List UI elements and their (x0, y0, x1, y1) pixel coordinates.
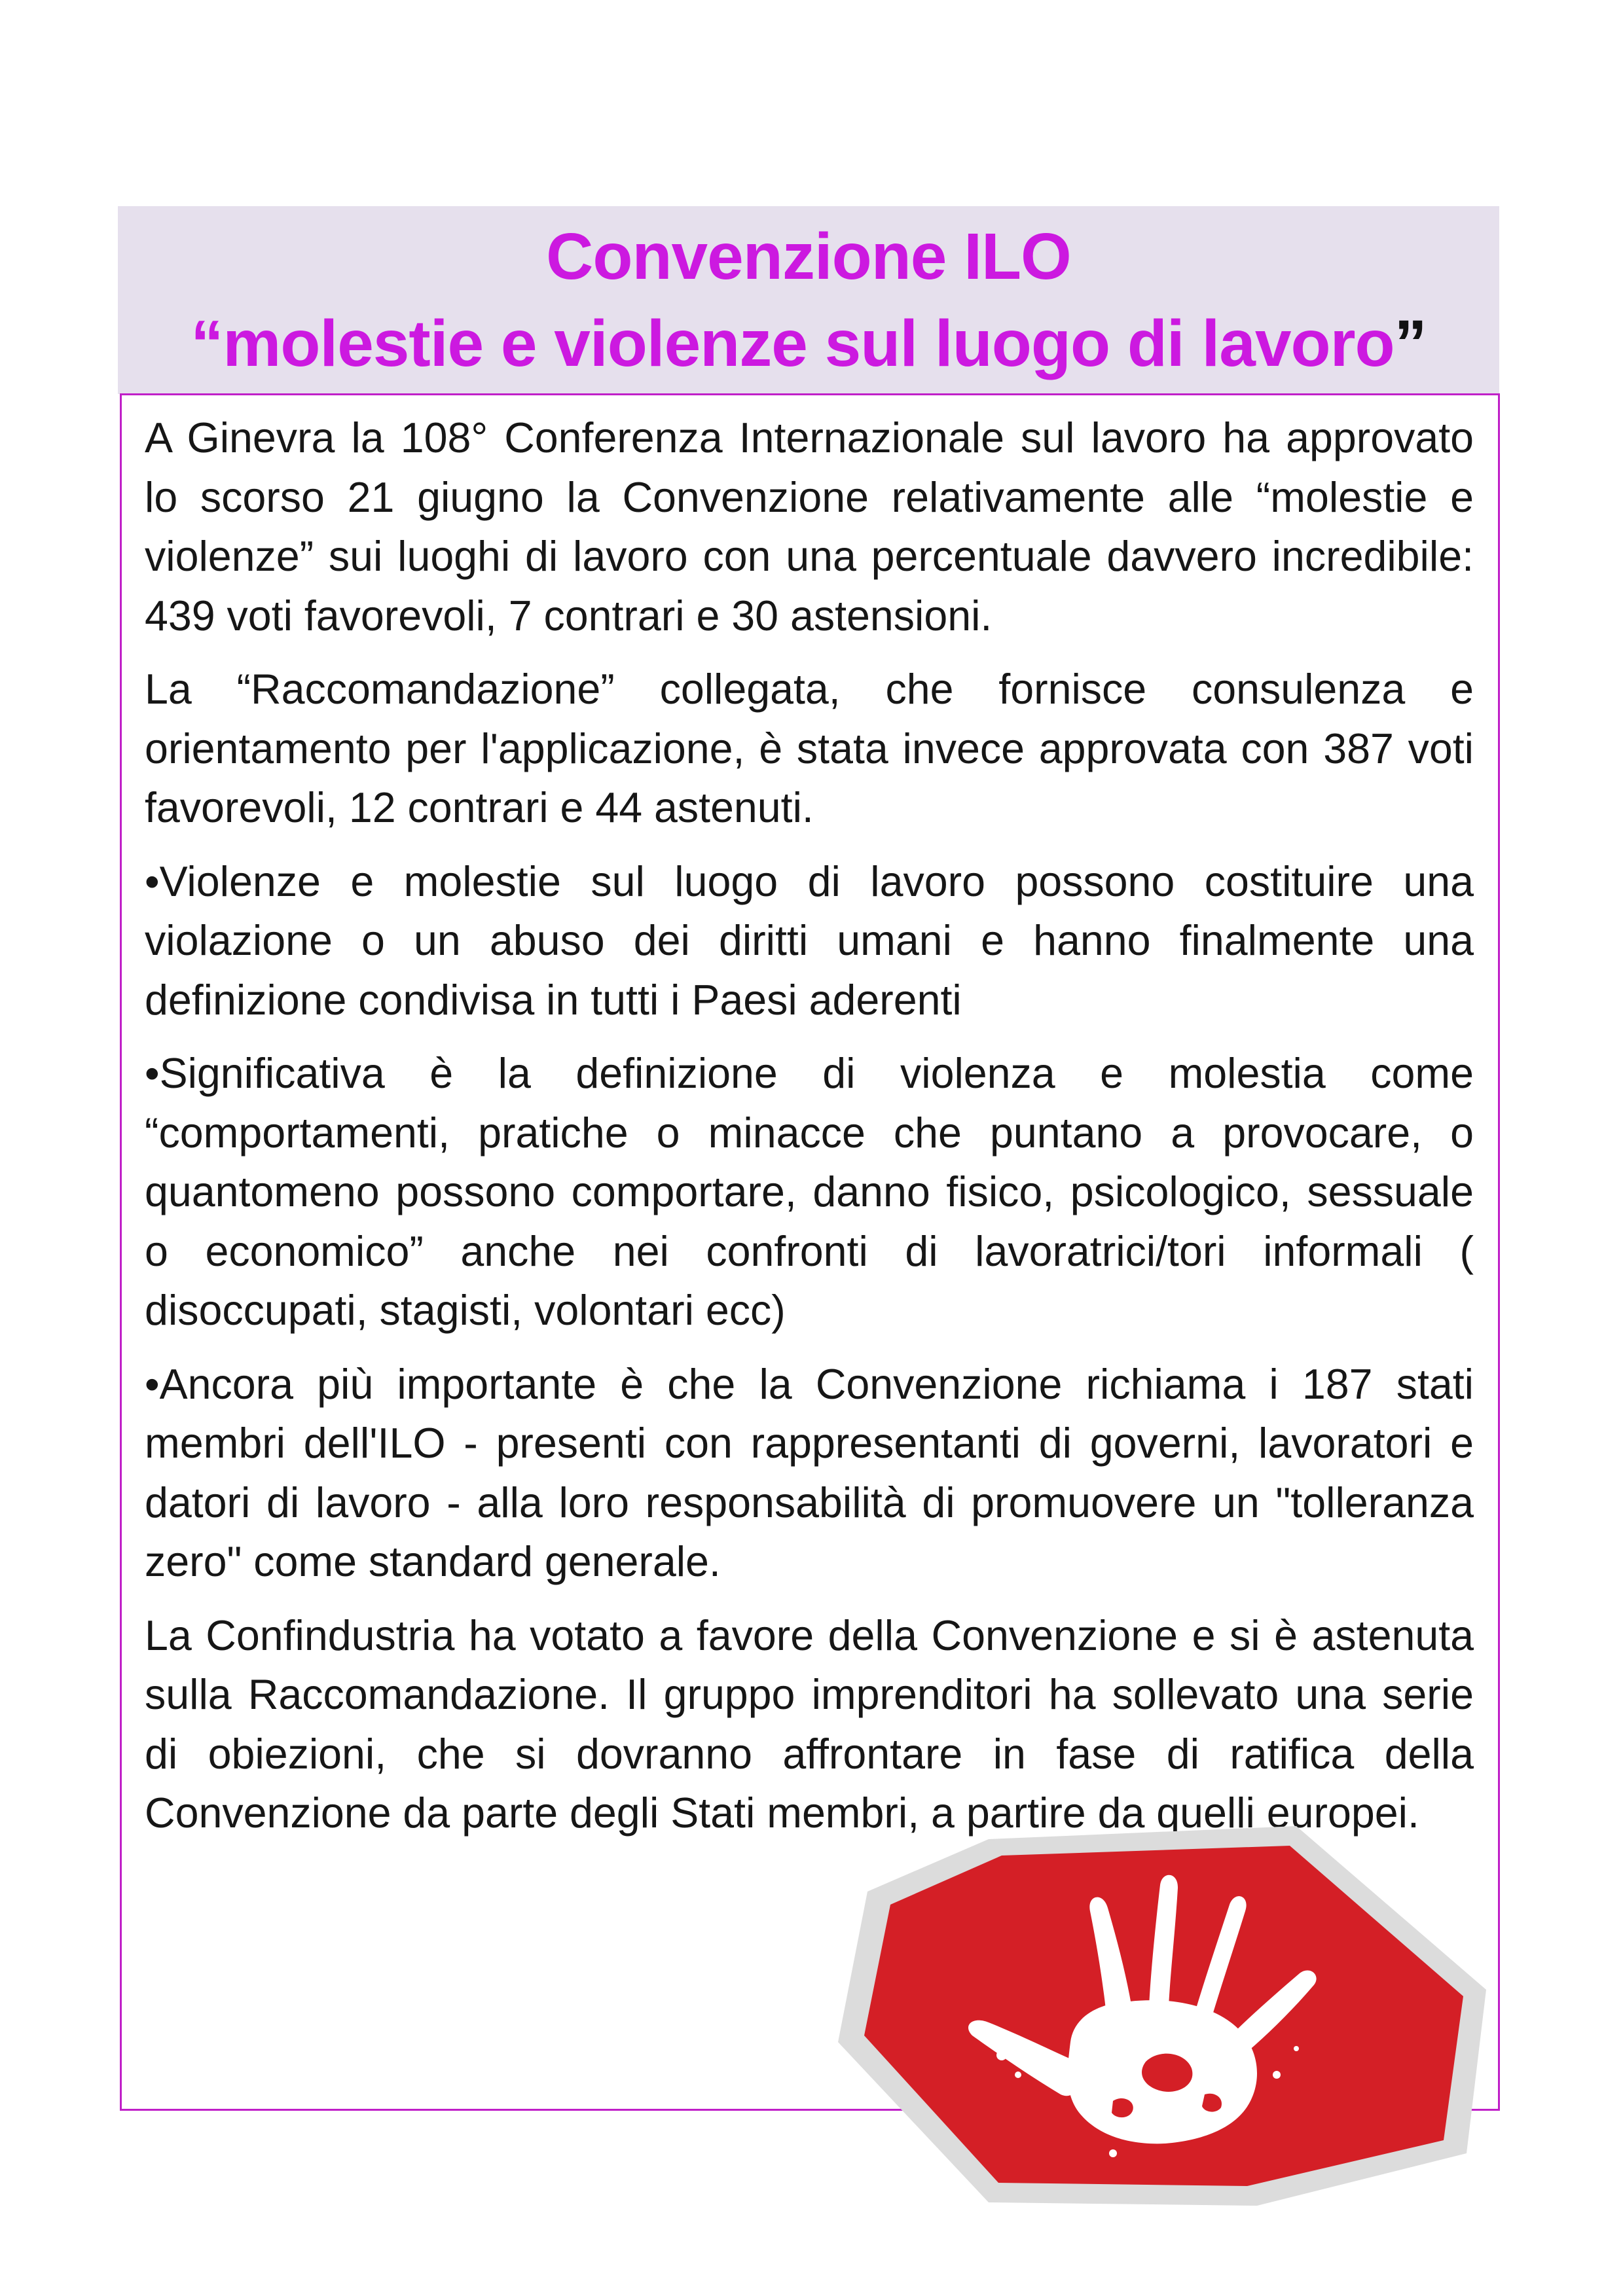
subtitle-end-quote: ” (1394, 307, 1427, 380)
body-text (145, 408, 1474, 1857)
paragraph-bullet-stati: •Ancora più importante è che la Convenzione richiama i 187 stati membri dell'ILO - presenti con rappresentanti di governi, lavoratori e datori di lavoro - alla loro responsabilità di promuovere un "tolleranza zero" come standard generale. (145, 1360, 1474, 1585)
subtitle-text: “molestie e violenze sul luogo di lavoro (191, 307, 1395, 380)
paragraph-confindustria: La Confindustria ha votato a favore della Convenzione e si è astenuta sulla Raccomandazione. Il gruppo imprenditori ha sollevato una serie di obiezioni, che si dovranno affrontare in fase di ratifica della Convenzione da parte degli Stati membri, a partire da quelli europei. (145, 1611, 1474, 1837)
stop-hand-icon (838, 1826, 1499, 2209)
paragraph-bullet-diritti: •Violenze e molestie sul luogo di lavoro possono costituire una violazione o un abuso dei diritti umani e hanno finalmente una definizione condivisa in tutti i Paesi aderenti (145, 857, 1474, 1024)
page-title: Convenzione ILO (546, 220, 1071, 293)
paragraph-intro: A Ginevra la 108° Conferenza Internazionale sul lavoro ha approvato lo scorso 21 giugno la Convenzione relativamente alle “molestie e violenze” sui luoghi di lavoro con una percentuale davvero incredibile: 439 voti favorevoli, 7 contrari e 30 astensioni. (145, 414, 1474, 639)
paragraph-raccomandazione: La “Raccomandazione” collegata, che fornisce consulenza e orientamento per l'applicazione, è stata invece approvata con 387 voti favorevoli, 12 contrari e 44 astenuti. (145, 666, 1474, 831)
paragraph-bullet-definizione: •Significativa è la definizione di violenza e molestia come “comportamenti, pratiche o minacce che puntano a provocare, o quantomeno possono comportare, danno fisico, psicologico, sessuale o economico” anche nei confronti di lavoratrici/tori informali ( disoccupati, stagisti, volontari ecc) (145, 1050, 1474, 1334)
page-subtitle (118, 301, 1499, 386)
title-banner (118, 206, 1499, 394)
